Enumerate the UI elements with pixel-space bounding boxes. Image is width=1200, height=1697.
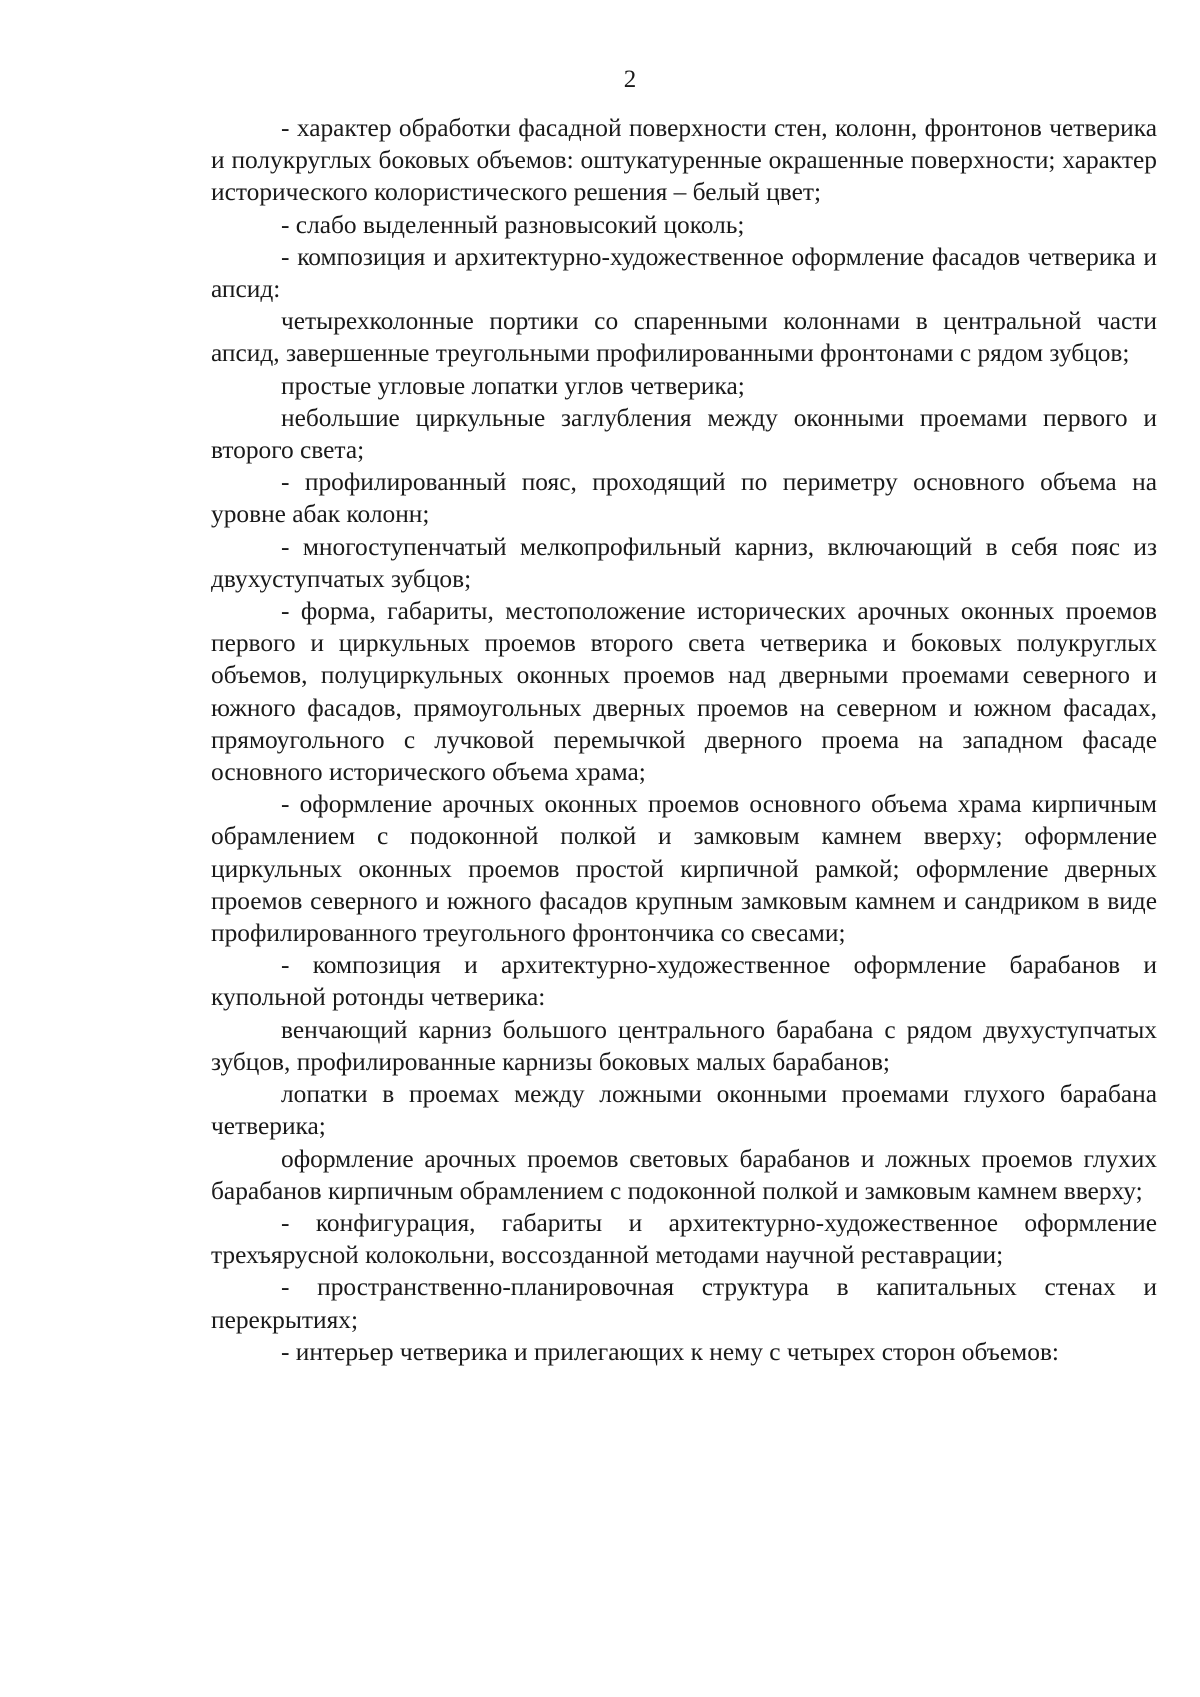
paragraph: простые угловые лопатки углов четверика; <box>281 371 745 400</box>
paragraph: венчающий карниз большого центрального барабана с рядом двухуступчатых зубцов, профилированные карнизы боковых малых барабанов; <box>211 1015 1157 1076</box>
paragraph: оформление арочных проемов световых барабанов и ложных проемов глухих барабанов кирпичным обрамлением с подоконной полкой и замковым камнем вверху; <box>211 1144 1157 1205</box>
paragraph: - конфигурация, габариты и архитектурно-художественное оформление трехъярусной колокольни, воссозданной методами научной реставрации; <box>211 1208 1157 1270</box>
paragraph: - композиция и архитектурно-художественное оформление барабанов и купольной ротонды четверика: <box>211 951 1157 1012</box>
paragraph: - форма, габариты, местоположение исторических арочных оконных проемов первого и циркульных проемов второго света четверика и боковых полукруглых объемов, полуциркульных оконных проемов над дверными проемами северного и южного фасадов, прямоугольных дверных проемов на северном и южном фасадах, прямоугольного с лучковой перемычкой дверного проема на западном фасаде основного исторического объема храма; <box>211 597 1157 787</box>
paragraph: - пространственно-планировочная структура в капитальных стенах и перекрытиях; <box>211 1273 1157 1334</box>
paragraph: - профилированный пояс, проходящий по периметру основного объема на уровне абак колонн; <box>211 468 1157 529</box>
paragraph: - оформление арочных оконных проемов основного объема храма кирпичным обрамлением с подоконной полкой и замковым камнем вверху; оформление циркульных оконных проемов простой кирпичной рамкой; оформление дверных проемов северного и южного фасадов крупным замковым камнем и сандриком в виде профилированного треугольного фронтончика со свесами; <box>211 790 1157 948</box>
paragraph: небольшие циркульные заглубления между оконными проемами первого и второго света; <box>211 403 1157 465</box>
paragraph: - интерьер четверика и прилегающих к нему с четырех сторон объемов: <box>281 1337 1059 1366</box>
paragraph: - слабо выделенный разновысокий цоколь; <box>281 210 745 239</box>
paragraph: - многоступенчатый мелкопрофильный карниз, включающий в себя пояс из двухуступчатых зубцов; <box>211 532 1157 593</box>
paragraph: четырехколонные портики со спаренными колоннами в центральной части апсид, завершенные треугольными профилированными фронтонами с рядом зубцов; <box>211 307 1157 368</box>
paragraph: - композиция и архитектурно-художественное оформление фасадов четверика и апсид: <box>211 242 1157 304</box>
paragraph: - характер обработки фасадной поверхности стен, колонн, фронтонов четверика и полукруглых боковых объемов: оштукатуренные окрашенные поверхности; характер исторического колористического решения – белый цвет; <box>211 114 1157 207</box>
paragraph: лопатки в проемах между ложными оконными проемами глухого барабана четверика; <box>211 1080 1157 1141</box>
document-body <box>211 112 1157 1368</box>
page-number: 2 <box>623 66 637 93</box>
